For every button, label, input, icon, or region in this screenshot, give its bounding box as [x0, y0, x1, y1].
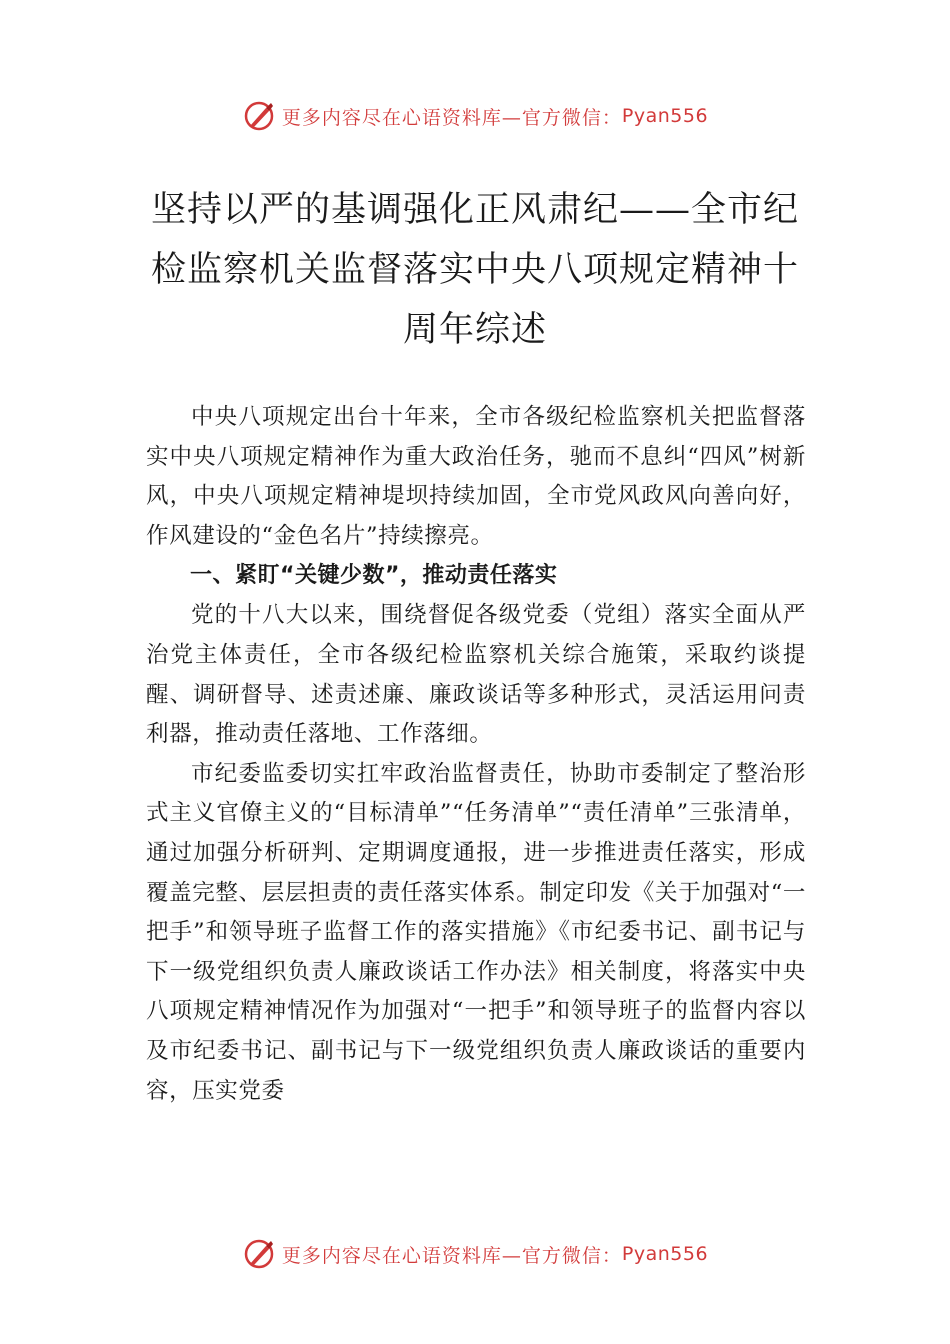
- quill-logo-icon: [242, 1237, 276, 1271]
- watermark-text: 更多内容尽在心语资料库—官方微信：: [281, 106, 622, 129]
- document-body: [146, 398, 806, 1111]
- paragraph: 党的十八大以来，围绕督促各级党委（党组）落实全面从严治党主体责任，全市各级纪检监察机关综合施策，采取约谈提醒、调研督导、述责述廉、廉政谈话等多种形式，灵活运用问责利器，推动责任落地、工作落细。: [146, 602, 806, 748]
- document-title: 坚持以严的基调强化正风肃纪——全市纪检监察机关监督落实中央八项规定精神十周年综述: [150, 190, 799, 350]
- watermark-text: 更多内容尽在心语资料库—官方微信：: [281, 1244, 622, 1267]
- header-watermark: [0, 96, 950, 136]
- watermark-handle: Pyan556: [621, 105, 709, 127]
- paragraph: 中央八项规定出台十年来，全市各级纪检监察机关把监督落实中央八项规定精神作为重大政治任务，驰而不息纠“四风”树新风，中央八项规定精神堤坝持续加固，全市党风政风向善向好，作风建设的“金色名片”持续擦亮。: [146, 404, 806, 549]
- quill-logo-icon: [242, 99, 276, 133]
- paragraph: 市纪委监委切实扛牢政治监督责任，协助市委制定了整治形式主义官僚主义的“目标清单”“任务清单”“责任清单”三张清单，通过加强分析研判、定期调度通报，进一步推进责任落实，形成覆盖完整、层层担责的责任落实体系。制定印发《关于加强对“一把手”和领导班子监督工作的落实措施》《市纪委书记、副书记与下一级党组织负责人廉政谈话工作办法》相关制度，将落实中央八项规定精神情况作为加强对“一把手”和领导班子的监督内容以及市纪委书记、副书记与下一级党组织负责人廉政谈话的重要内容，压实党委: [146, 760, 806, 1104]
- section-heading: 一、紧盯“关键少数”，推动责任落实: [190, 563, 558, 589]
- watermark-handle: Pyan556: [621, 1243, 709, 1265]
- footer-watermark: [0, 1234, 950, 1274]
